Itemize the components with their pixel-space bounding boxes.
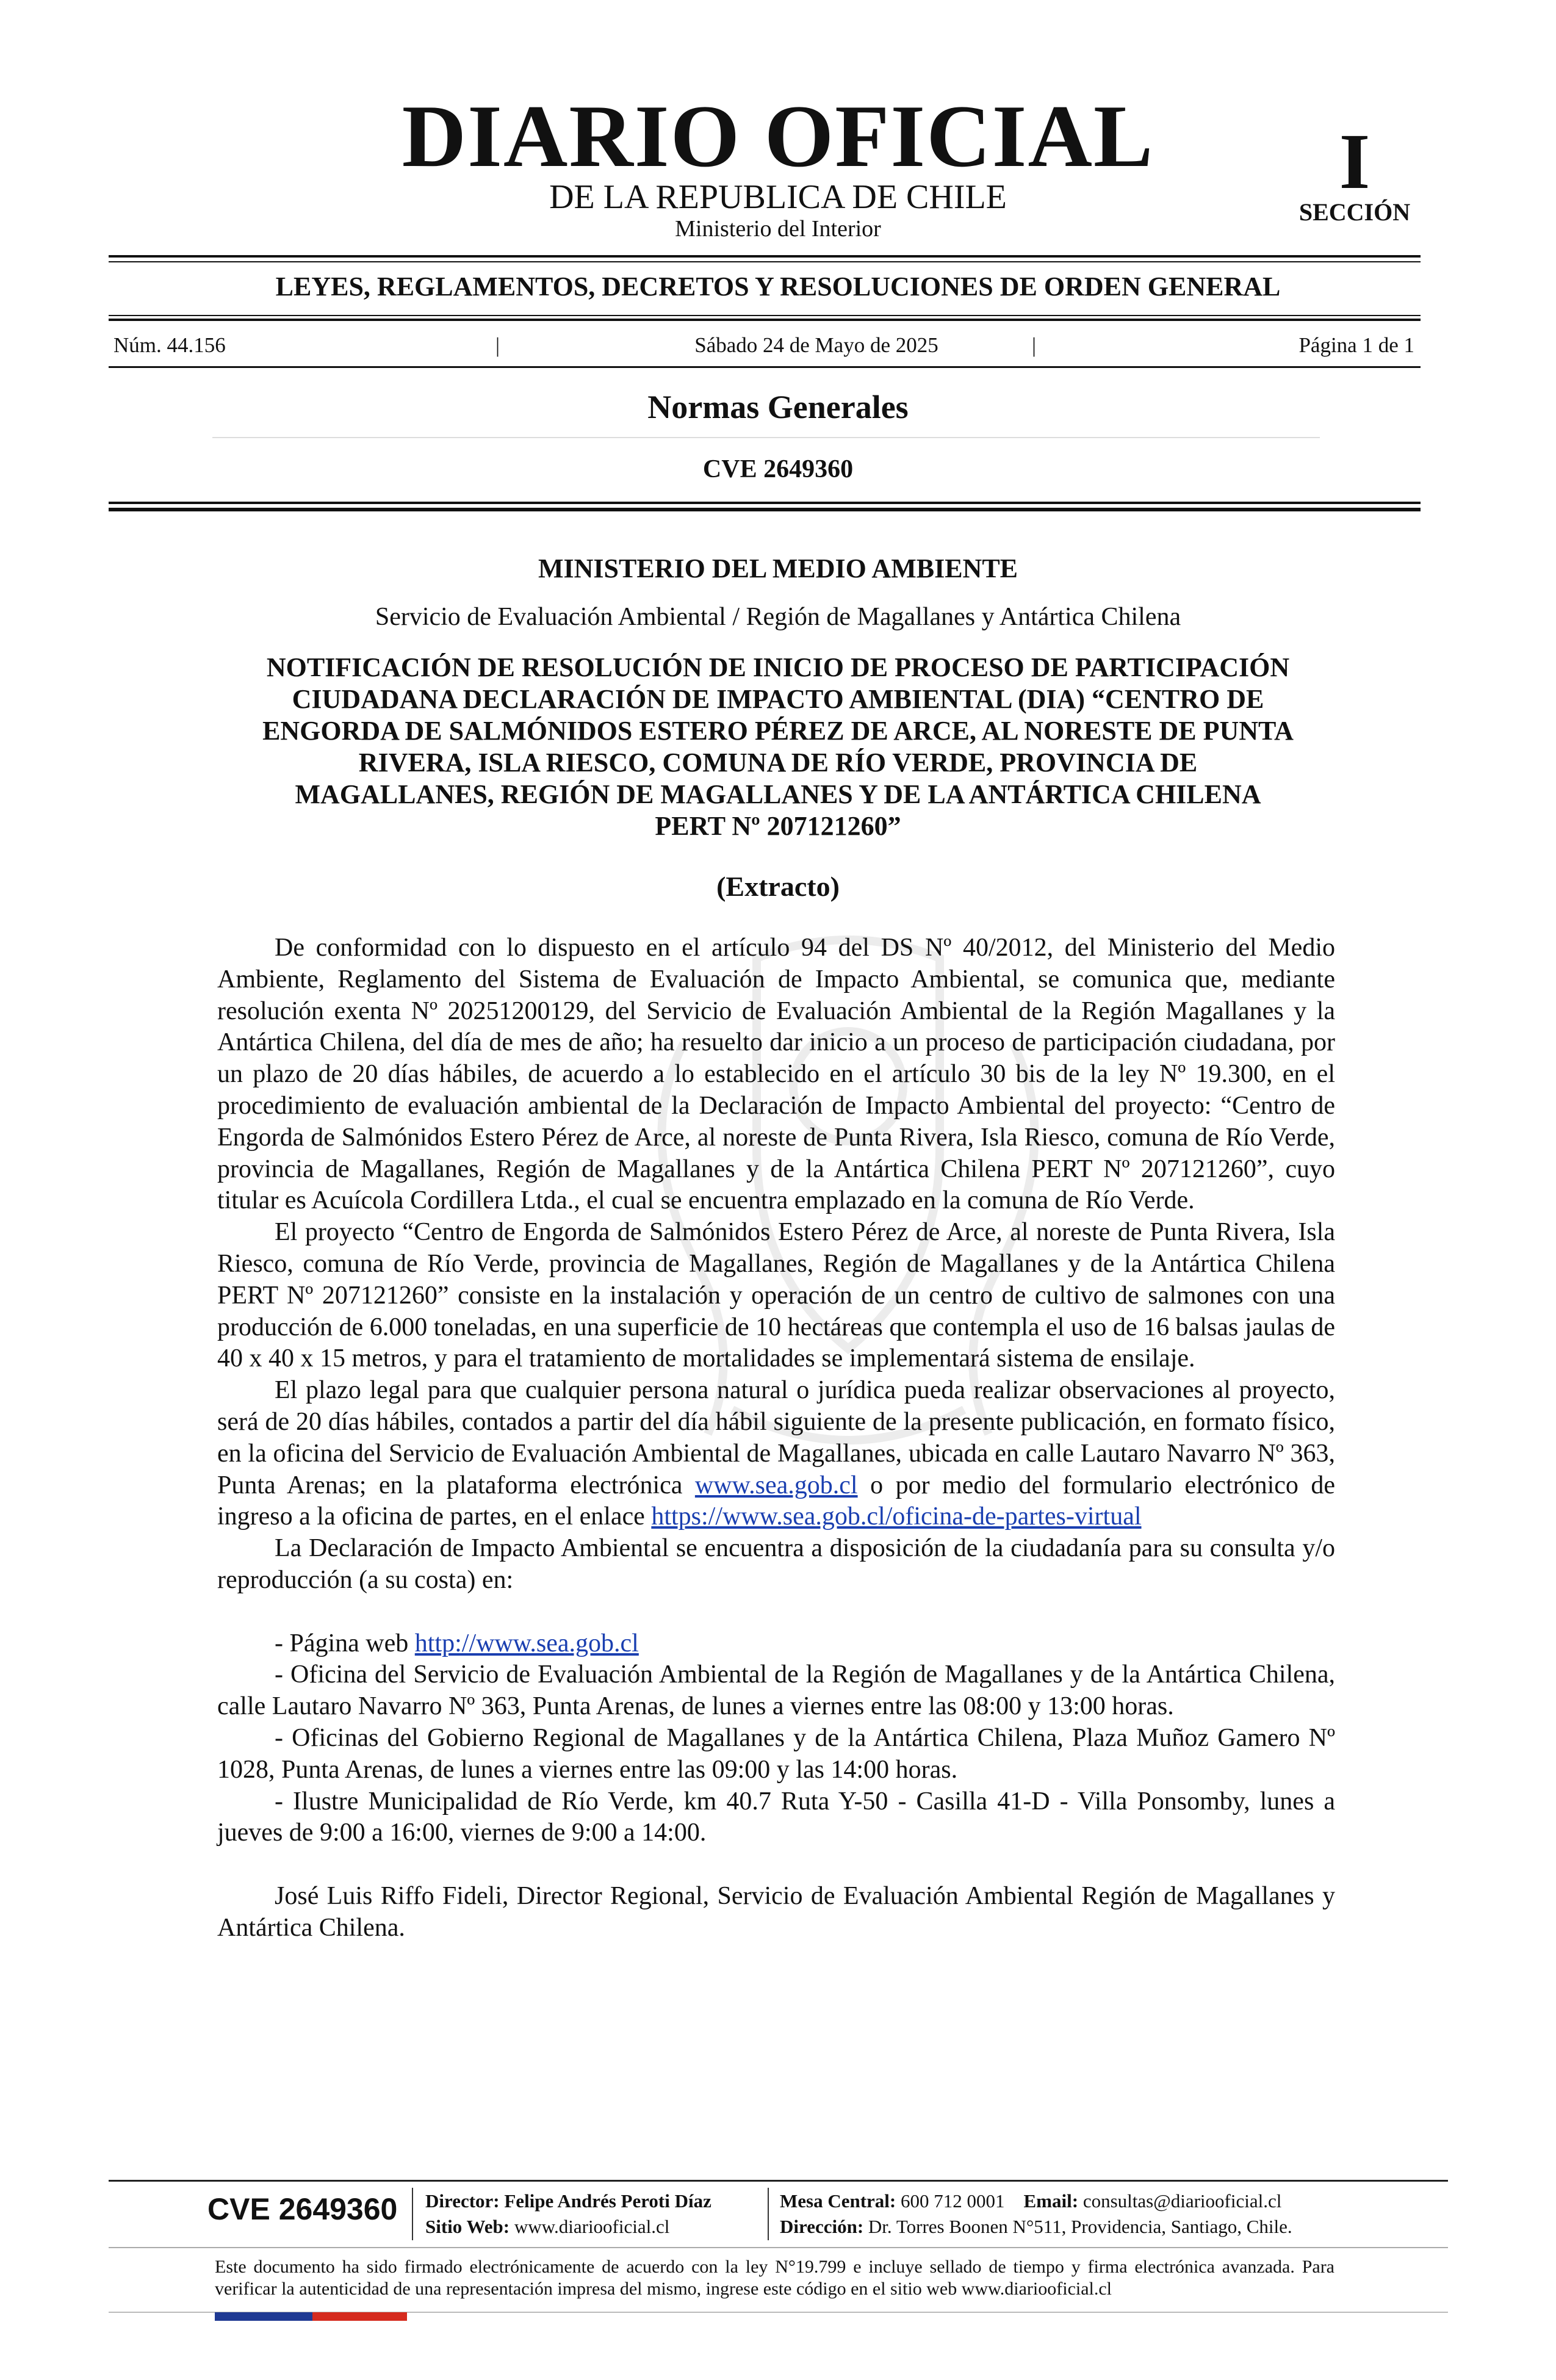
notice-title-line: PERT Nº 207121260” bbox=[655, 811, 901, 841]
issue-number: Núm. 44.156 bbox=[113, 333, 226, 357]
banner-rule-thin bbox=[109, 315, 1421, 316]
notice-title bbox=[201, 652, 1355, 842]
flag-stripe-blue bbox=[215, 2312, 312, 2321]
issue-separator: | bbox=[495, 333, 500, 357]
issue-info-row bbox=[109, 334, 1421, 359]
sea-website-link[interactable]: www.sea.gob.cl bbox=[694, 1471, 858, 1499]
issue-page: Página 1 de 1 bbox=[1298, 333, 1414, 357]
list-item bbox=[217, 1628, 1335, 1660]
notice-title-line: RIVERA, ISLA RIESCO, COMUNA DE RÍO VERDE, PROVINCIA DE bbox=[358, 748, 1198, 777]
section-label: SECCIÓN bbox=[1298, 198, 1411, 226]
info-row-rule bbox=[109, 366, 1421, 368]
paragraph-project-description: El proyecto “Centro de Engorda de Salmónidos Estero Pérez de Arce, al noreste de Punta Rivera, Isla Riesco, comuna de Río Verde, provincia de Magallanes, Región de Magallanes y de la Antártica Chilena PERT Nº 207121260” consiste en la instalación y operación de un centro de cultivo de salmones con una producción de 6.000 toneladas, en una superficie de 10 hectáreas que contempla el uso de 16 balsas jaulas de 40 x 40 x 15 metros, y para el tratamiento de mortalidades se implementará sistema de ensilaje. bbox=[217, 1218, 1335, 1373]
category-heading: Normas Generales bbox=[647, 389, 909, 425]
address-label: Dirección: bbox=[780, 2216, 864, 2237]
notice-title-line: MAGALLANES, REGIÓN DE MAGALLANES Y DE LA ANTÁRTICA CHILENA bbox=[295, 779, 1261, 809]
footer-separator bbox=[412, 2188, 413, 2240]
signature: José Luis Riffo Fideli, Director Regional, Servicio de Evaluación Ambiental Región de Magallanes y Antártica Chilena. bbox=[217, 1881, 1335, 1942]
notice-title-line: NOTIFICACIÓN DE RESOLUCIÓN DE INICIO DE PROCESO DE PARTICIPACIÓN bbox=[266, 652, 1290, 682]
footer-separator bbox=[768, 2188, 769, 2240]
email-label: Email: bbox=[1023, 2190, 1079, 2212]
paragraph-deadline-text-2: o por medio del formulario electrónico de ingreso a la oficina de partes, en el enlace bbox=[217, 1471, 1336, 1531]
footer-director-block bbox=[425, 2188, 767, 2240]
masthead-rule-top-thin bbox=[109, 261, 1421, 262]
director-name: Felipe Andrés Peroti Díaz bbox=[504, 2190, 711, 2212]
masthead-rule-top bbox=[109, 255, 1421, 258]
email: consultas@diariooficial.cl bbox=[1082, 2190, 1282, 2212]
phone-label: Mesa Central: bbox=[780, 2190, 896, 2212]
header-end-rule bbox=[109, 502, 1421, 504]
masthead-ministry: Ministerio del Interior bbox=[675, 216, 881, 242]
document-body bbox=[217, 932, 1335, 1944]
category-divider bbox=[212, 437, 1320, 438]
footer-cve-code: CVE 2649360 bbox=[207, 2192, 398, 2226]
flag-stripe-red bbox=[312, 2312, 407, 2321]
section-number: I bbox=[1339, 118, 1371, 206]
extract-label: (Extracto) bbox=[716, 871, 840, 902]
paragraph-deadline-text: El plazo legal para que cualquier persona natural o jurídica pueda realizar observaciones al proyecto, será de 20 días hábiles, contados a partir del día hábil siguiente de la presente publicación, en formato físico, en la oficina del Servicio de Evaluación Ambiental de Magallanes, ubicada en calle Lautaro Navarro Nº 363, Punta Arenas; en la plataforma electrónica bbox=[217, 1376, 1335, 1499]
signature-notice: Este documento ha sido firmado electrónicamente de acuerdo con la ley N°19.799 e incluye sellado de tiempo y firma electrónica avanzada. Para verificar la autenticidad de una representación impresa del mismo, ingrese este código en el sitio web www.diariooficial.cl bbox=[215, 2257, 1334, 2299]
banner-heading: LEYES, REGLAMENTOS, DECRETOS Y RESOLUCIONES DE ORDEN GENERAL bbox=[275, 272, 1281, 301]
footer-contact-block bbox=[780, 2188, 1353, 2240]
list-item: - Ilustre Municipalidad de Río Verde, km 40.7 Ruta Y-50 - Casilla 41-D - Villa Ponsomby, lunes a jueves de 9:00 a 16:00, viernes de 9:00 a 14:00. bbox=[217, 1787, 1335, 1847]
service-heading: Servicio de Evaluación Ambiental / Región de Magallanes y Antártica Chilena bbox=[375, 603, 1181, 631]
header-end-rule-thick bbox=[109, 508, 1421, 511]
virtual-office-link[interactable]: https://www.sea.gob.cl/oficina-de-partes-virtual bbox=[651, 1502, 1142, 1531]
notice-title-line: ENGORDA DE SALMÓNIDOS ESTERO PÉREZ DE ARCE, AL NORESTE DE PUNTA bbox=[262, 716, 1294, 746]
paragraph-deadline bbox=[217, 1375, 1335, 1533]
ministry-heading: MINISTERIO DEL MEDIO AMBIENTE bbox=[538, 554, 1018, 583]
paragraph-availability: La Declaración de Impacto Ambiental se encuentra a disposición de la ciudadanía para su consulta y/o reproducción (a su costa) en: bbox=[217, 1534, 1335, 1594]
list-item: - Oficina del Servicio de Evaluación Ambiental de la Región de Magallanes y de la Antártica Chilena, calle Lautaro Navarro Nº 363, Punta Arenas, de lunes a viernes entre las 08:00 y 13:00 horas. bbox=[217, 1661, 1335, 1721]
footer-rule-thin bbox=[109, 2247, 1448, 2248]
notice-title-line: CIUDADANA DECLARACIÓN DE IMPACTO AMBIENTAL (DIA) “CENTRO DE bbox=[292, 684, 1264, 714]
paragraph-legal-basis: De conformidad con lo dispuesto en el artículo 94 del DS Nº 40/2012, del Ministerio del Medio Ambiente, Reglamento del Sistema de Evaluación de Impacto Ambiental, se comunica que, mediante resolución exenta Nº 20251200129, del Servicio de Evaluación Ambiental de la Región Magallanes y la Antártica Chilena, del día de mes de año; ha resuelto dar inicio a un proceso de participación ciudadana, por un plazo de 20 días hábiles, de acuerdo a lo establecido en el artículo 30 bis de la ley Nº 19.300, en el procedimiento de evaluación ambiental de la Declaración de Impacto Ambiental del proyecto: “Centro de Engorda de Salmónidos Estero Pérez de Arce, al noreste de Punta Rivera, Isla Riesco, comuna de Río Verde, provincia de Magallanes, Región de Magallanes y de la Antártica Chilena PERT Nº 207121260”, cuyo titular es Acuícola Cordillera Ltda., el cual se encuentra emplazado en la comuna de Río Verde. bbox=[217, 934, 1335, 1215]
website: www.diariooficial.cl bbox=[514, 2216, 670, 2237]
footer-rule bbox=[109, 2180, 1448, 2182]
phone: 600 712 0001 bbox=[901, 2190, 1005, 2212]
list-web-label: - Página web bbox=[275, 1629, 409, 1657]
banner-rule bbox=[109, 319, 1421, 321]
website-label: Sitio Web: bbox=[425, 2216, 510, 2237]
masthead-title: DIARIO OFICIAL bbox=[402, 87, 1154, 186]
issue-separator: | bbox=[1032, 333, 1037, 357]
cve-code: CVE 2649360 bbox=[702, 455, 854, 483]
director-label: Director: bbox=[425, 2190, 500, 2212]
sea-homepage-link[interactable]: http://www.sea.gob.cl bbox=[414, 1629, 639, 1657]
issue-date: Sábado 24 de Mayo de 2025 bbox=[694, 333, 938, 357]
address: Dr. Torres Boonen N°511, Providencia, Santiago, Chile. bbox=[868, 2216, 1292, 2237]
masthead-subtitle: DE LA REPUBLICA DE CHILE bbox=[549, 178, 1007, 216]
list-item: - Oficinas del Gobierno Regional de Magallanes y de la Antártica Chilena, Plaza Muñoz Gamero Nº 1028, Punta Arenas, de lunes a viernes entre las 09:00 y las 14:00 horas. bbox=[217, 1723, 1335, 1784]
